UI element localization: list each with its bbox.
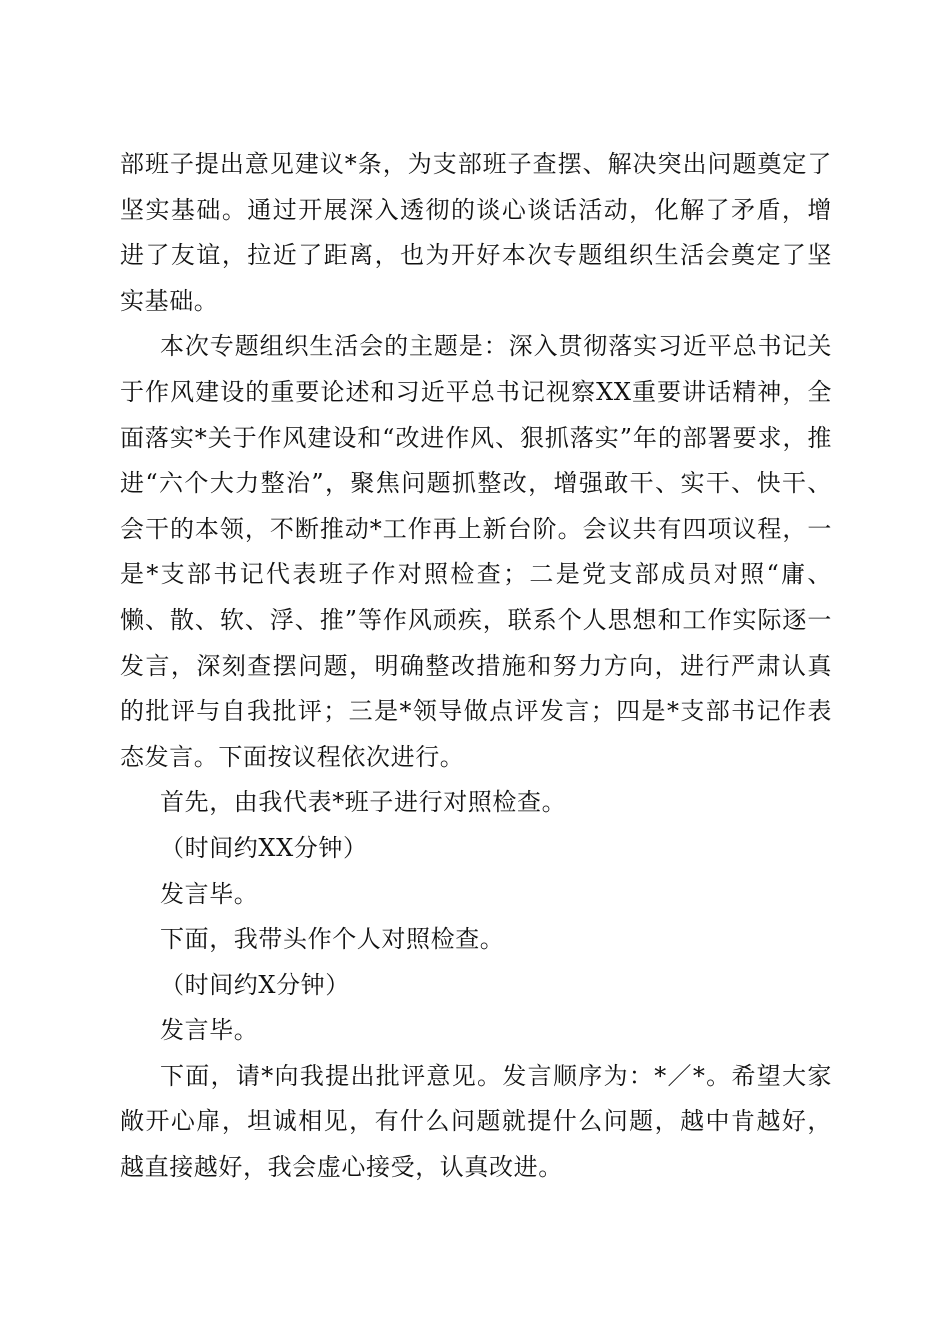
paragraph-speech-end-1: 发言毕。 [160, 879, 259, 908]
paragraph-first-step: 首先，由我代表*班子进行对照检查。 [160, 788, 567, 817]
paragraph-meeting-theme: 本次专题组织生活会的主题是：深入贯彻落实习近平总书记关于作风建设的重要论述和习近平总书记视察XX重要讲话精神，全面落实*关于作风建设和“改进作风、狠抓落实”年的部署要求，推进“六个大力整治”，聚焦问题抓整改，增强敢干、实干、快干、会干的本领，不断推动*工作再上新台阶。会议共有四项议程，一是*支部书记代表班子作对照检查；二是党支部成员对照“庸、懒、散、软、浮、推”等作风顽疾，联系个人思想和工作实际逐一发言，深刻查摆问题，明确整改措施和努力方向，进行严肃认真的批评与自我批评；三是*领导做点评发言；四是*支部书记作表态发言。下面按议程依次进行。 [120, 332, 832, 771]
document-body [120, 142, 832, 1191]
paragraph-continuation: 部班子提出意见建议*条，为支部班子查摆、解决突出问题奠定了坚实基础。通过开展深入透彻的谈心谈话活动，化解了矛盾，增进了友谊，拉近了距离，也为开好本次专题组织生活会奠定了坚实基础。 [120, 150, 832, 315]
paragraph-personal-check: 下面，我带头作个人对照检查。 [160, 925, 505, 954]
paragraph-speech-end-2: 发言毕。 [160, 1016, 259, 1045]
paragraph-time-note-2: （时间约X分钟） [160, 970, 350, 999]
paragraph-time-note-1: （时间约XX分钟） [160, 833, 368, 862]
paragraph-criticism-request: 下面，请*向我提出批评意见。发言顺序为：*／*。希望大家敞开心扉，坦诚相见，有什么问题就提什么问题，越中肯越好，越直接越好，我会虚心接受，认真改进。 [120, 1061, 832, 1182]
